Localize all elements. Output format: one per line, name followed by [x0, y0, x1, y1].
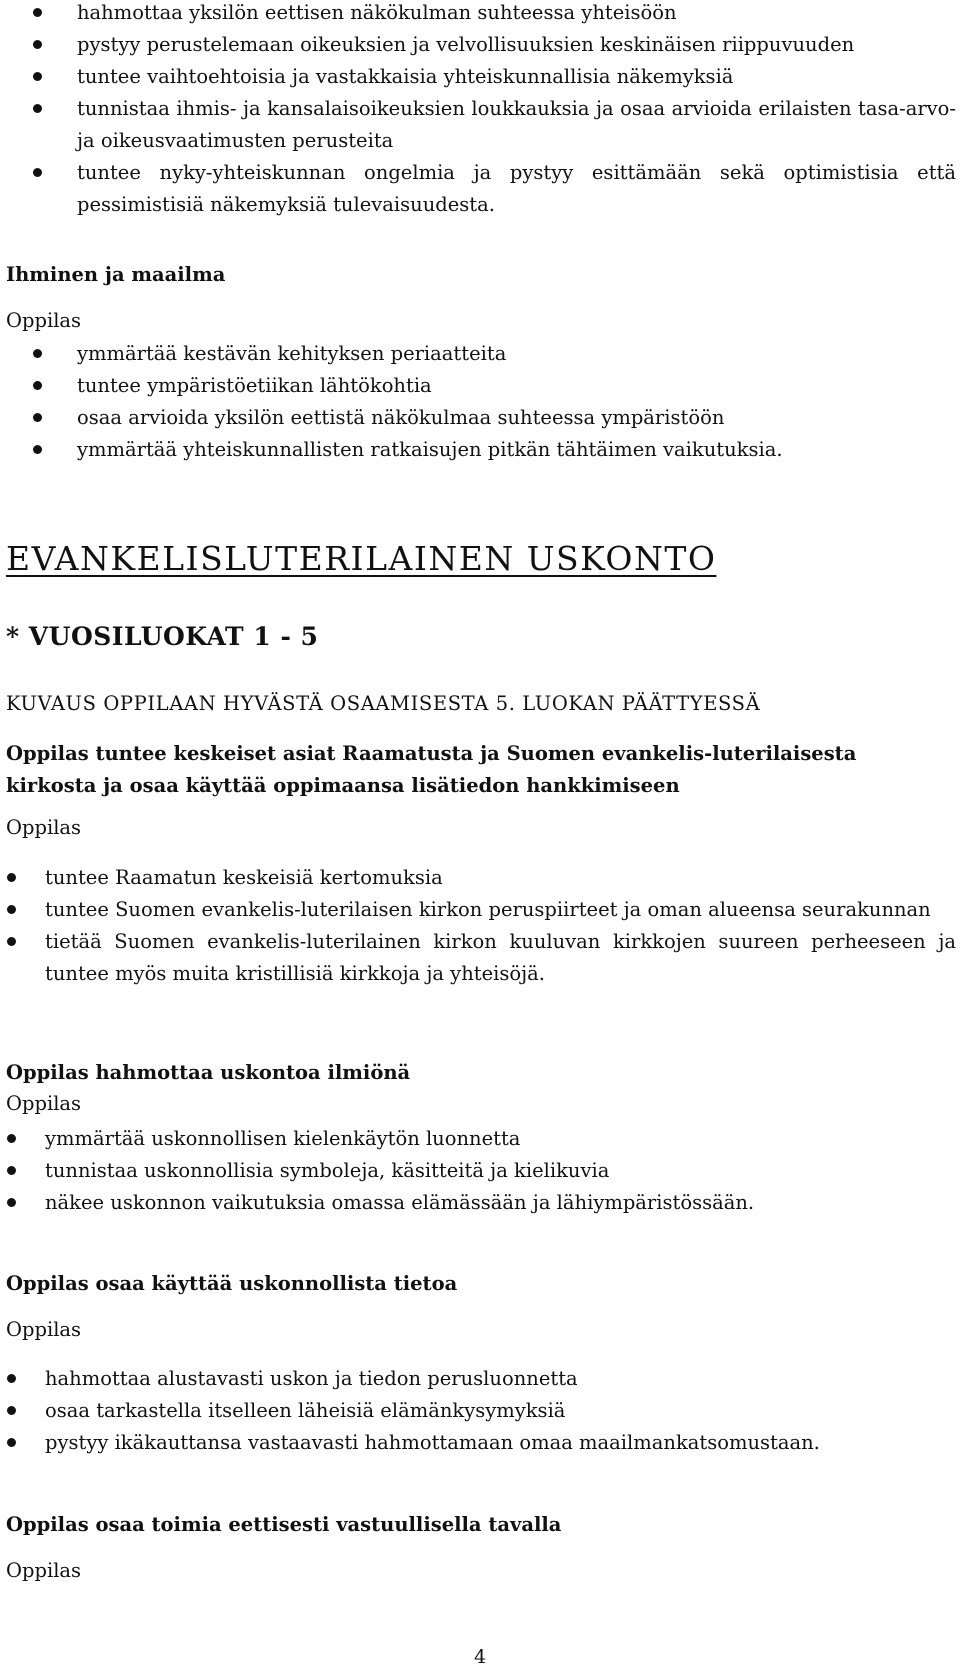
list-item: tunnistaa uskonnollisia symboleja, käsitteitä ja kielikuvia [0, 1155, 960, 1187]
list-item: osaa tarkastella itselleen läheisiä elämänkysymyksiä [0, 1395, 960, 1427]
bullet-icon [33, 349, 42, 358]
bullet-icon [33, 413, 42, 422]
pupil-label: Oppilas [6, 309, 82, 332]
list-item: pystyy ikäkauttansa vastaavasti hahmottamaan omaa maailmankatsomustaan. [0, 1427, 960, 1459]
subject-title: EVANKELISLUTERILAINEN USKONTO [6, 539, 717, 578]
bullet-icon [7, 873, 16, 882]
section-heading: Ihminen ja maailma [6, 263, 226, 286]
list-item: ymmärtää kestävän kehityksen periaatteita [0, 338, 960, 370]
pupil-label: Oppilas [6, 1318, 82, 1341]
pupil-label: Oppilas [6, 1092, 82, 1115]
bullet-icon [7, 905, 16, 914]
page-number: 4 [473, 1646, 487, 1668]
goal-heading: Oppilas tuntee keskeiset asiat Raamatusta ja Suomen evankelis-luterilaisesta kirkosta ja osaa käyttää oppimaansa lisätiedon hankkimiseen [6, 742, 857, 797]
bullet-icon [33, 168, 42, 177]
bullet-icon [33, 72, 42, 81]
bullet-icon [7, 1438, 16, 1447]
list-item: näkee uskonnon vaikutuksia omassa elämässään ja lähiympäristössään. [0, 1187, 960, 1219]
bullet-icon [7, 1198, 16, 1207]
list-item: tunnistaa ihmis- ja kansalaisoikeuksien loukkauksia ja osaa arvioida erilaisten tasa-arvo- ja oikeusvaatimusten perusteita [0, 93, 960, 157]
pupil-label: Oppilas [6, 816, 82, 839]
goal-heading: Oppilas osaa käyttää uskonnollista tietoa [6, 1272, 458, 1295]
bullet-icon [7, 1374, 16, 1383]
list-item: tuntee nyky-yhteiskunnan ongelmia ja pystyy esittämään sekä optimistisia että pessimistisiä näkemyksiä tulevaisuudesta. [0, 157, 960, 221]
list-item: ymmärtää uskonnollisen kielenkäytön luonnetta [0, 1123, 960, 1155]
list-item: tuntee ympäristöetiikan lähtökohtia [0, 370, 960, 402]
list-item: hahmottaa alustavasti uskon ja tiedon perusluonnetta [0, 1363, 960, 1395]
goal-heading: Oppilas osaa toimia eettisesti vastuullisella tavalla [6, 1513, 562, 1536]
list-item: pystyy perustelemaan oikeuksien ja velvollisuuksien keskinäisen riippuvuuden [0, 29, 960, 61]
ethics-bullet-list [0, 0, 960, 221]
bullet-icon [7, 937, 16, 946]
bullet-icon [7, 1166, 16, 1175]
grade-title: * VUOSILUOKAT 1 - 5 [6, 622, 319, 651]
list-item: hahmottaa yksilön eettisen näkökulman suhteessa yhteisöön [0, 0, 960, 29]
list-item: tuntee vaihtoehtoisia ja vastakkaisia yhteiskunnallisia näkemyksiä [0, 61, 960, 93]
bullet-icon [7, 1134, 16, 1143]
goal-heading: Oppilas hahmottaa uskontoa ilmiönä [6, 1061, 411, 1084]
pupil-label: Oppilas [6, 1559, 82, 1582]
list-item: ymmärtää yhteiskunnallisten ratkaisujen pitkän tähtäimen vaikutuksia. [0, 434, 960, 466]
description-heading: KUVAUS OPPILAAN HYVÄSTÄ OSAAMISESTA 5. LUOKAN PÄÄTTYESSÄ [6, 692, 761, 715]
goal2-bullet-list [0, 1123, 960, 1219]
world-bullet-list [0, 338, 960, 466]
bullet-icon [33, 445, 42, 454]
list-item: tuntee Suomen evankelis-luterilaisen kirkon peruspiirteet ja oman alueensa seurakunnan [0, 894, 960, 926]
goal3-bullet-list [0, 1363, 960, 1459]
bullet-icon [33, 40, 42, 49]
bullet-icon [33, 104, 42, 113]
bullet-icon [7, 1406, 16, 1415]
goal1-bullet-list [0, 862, 960, 990]
list-item: tuntee Raamatun keskeisiä kertomuksia [0, 862, 960, 894]
bullet-icon [33, 381, 42, 390]
list-item: osaa arvioida yksilön eettistä näkökulmaa suhteessa ympäristöön [0, 402, 960, 434]
bullet-icon [33, 8, 42, 17]
list-item: tietää Suomen evankelis-luterilainen kirkon kuuluvan kirkkojen suureen perheeseen ja tuntee myös muita kristillisiä kirkkoja ja yhteisöjä. [0, 926, 960, 990]
